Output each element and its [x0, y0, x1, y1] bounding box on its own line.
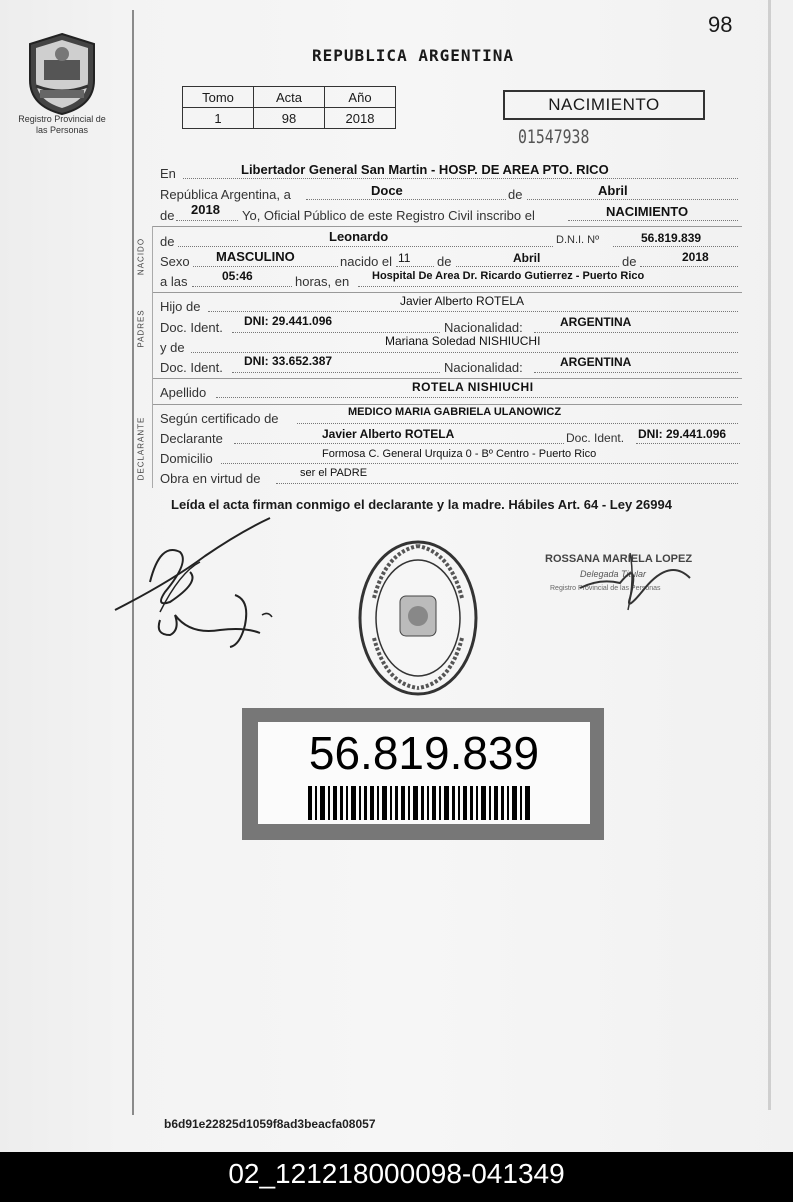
dotted-line [276, 483, 738, 484]
dotted-line [234, 443, 564, 444]
sticker-dni-number: 56.819.839 [308, 727, 540, 779]
value-padre-doc: DNI: 29.441.096 [244, 314, 333, 328]
dotted-line [568, 220, 738, 221]
value-madre: Mariana Soledad NISHIUCHI [385, 334, 541, 348]
value-lugar: Libertador General San Martin - HOSP. DE AREA PTO. RICO [241, 162, 609, 177]
label-segun-certificado: Según certificado de [160, 411, 279, 426]
official-name: ROSSANA MARIELA LOPEZ [545, 553, 693, 565]
value-tipo: NACIMIENTO [606, 204, 689, 219]
value-madre-doc: DNI: 33.652.387 [244, 354, 333, 368]
value-dia-letras: Doce [371, 183, 403, 198]
dotted-line [640, 266, 738, 267]
label-en: En [160, 166, 176, 181]
section-divider [152, 292, 742, 293]
dotted-line [456, 266, 619, 267]
value-anio: 2018 [191, 202, 220, 217]
tomo-acta-ano-table [182, 86, 396, 129]
dotted-line [534, 332, 738, 333]
official-title: Delegada Titular [580, 569, 646, 579]
dotted-line [636, 443, 740, 444]
label-hijo-de: Hijo de [160, 299, 201, 314]
value-madre-nac: ARGENTINA [560, 355, 632, 369]
footer-id: 02_121218000098-041349 [228, 1158, 565, 1189]
sheet-right-edge [768, 0, 771, 1110]
label-yo: Yo, Oficial Público de este Registro Civil inscribo el [242, 208, 535, 223]
value-padre-nac: ARGENTINA [560, 315, 632, 329]
label-de5: de [622, 254, 637, 269]
label-de3: de [160, 234, 175, 249]
dotted-line [193, 266, 338, 267]
dotted-line [297, 423, 738, 424]
header-tomo: Tomo [183, 87, 254, 108]
side-label-declarante: DECLARANTE [136, 416, 146, 481]
dotted-line [613, 246, 738, 247]
label-y-de: y de [160, 340, 185, 355]
label-doc-ident-1: Doc. Ident. [160, 320, 223, 335]
value-nac-anio: 2018 [682, 250, 709, 264]
label-de: de [508, 187, 523, 202]
value-lugar-nac: Hospital De Area Dr. Ricardo Gutierrez - Puerto Rico [372, 270, 645, 282]
value-dni: 56.819.839 [641, 231, 702, 245]
section-divider [152, 226, 742, 227]
value-domicilio: Formosa C. General Urquiza 0 - Bº Centro - Puerto Rico [322, 448, 597, 460]
value-acta: 98 [254, 108, 325, 129]
label-republica: República Argentina, a [160, 187, 291, 202]
value-certificado: MEDICO MARIA GABRIELA ULANOWICZ [348, 406, 562, 418]
issuer-label: Registro Provincial de las Personas [18, 114, 106, 135]
value-declarante: Javier Alberto ROTELA [322, 427, 455, 441]
value-tomo: 1 [183, 108, 254, 129]
label-domicilio: Domicilio [160, 451, 213, 466]
dotted-line [232, 372, 440, 373]
dotted-line [192, 286, 292, 287]
dotted-line [232, 332, 440, 333]
dotted-line [208, 311, 738, 312]
official-office: Registro Provincial de las Personas [550, 585, 661, 592]
value-sexo: MASCULINO [216, 249, 295, 264]
value-declarante-doc: DNI: 29.441.096 [638, 427, 727, 441]
page-number: 98 [708, 12, 733, 37]
header-acta: Acta [254, 87, 325, 108]
label-sexo: Sexo [160, 254, 190, 269]
dotted-line [183, 178, 738, 179]
dotted-line [176, 220, 238, 221]
label-doc-ident-2: Doc. Ident. [160, 360, 223, 375]
document-hash: b6d91e22825d1059f8ad3beacfa08057 [164, 1117, 376, 1131]
value-hora: 05:46 [222, 269, 253, 283]
label-apellido: Apellido [160, 385, 207, 400]
value-nac-dia: 11 [398, 251, 411, 265]
value-ano: 2018 [325, 108, 396, 129]
label-de4: de [437, 254, 452, 269]
provincial-crest-icon [22, 30, 102, 116]
value-padre: Javier Alberto ROTELA [400, 294, 525, 308]
dotted-line [221, 463, 738, 464]
label-declarante: Declarante [160, 431, 223, 446]
label-de2: de [160, 208, 175, 223]
section-divider [152, 378, 742, 379]
signature-official-icon [570, 548, 710, 618]
dotted-line [216, 397, 738, 398]
value-obra: ser el PADRE [300, 467, 368, 479]
label-horas-en: horas, en [295, 274, 350, 289]
dotted-line [534, 372, 738, 373]
label-doc-ident-3: Doc. Ident. [566, 431, 625, 445]
side-label-nacido: NACIDO [136, 237, 146, 276]
header-ano: Año [325, 87, 396, 108]
label-nacido-el: nacido el [340, 254, 393, 269]
section-side-rule [152, 226, 153, 488]
label-dni: D.N.I. Nº [556, 234, 600, 246]
barcode-icon [308, 786, 530, 820]
serial-number: 01547938 [518, 126, 590, 148]
legend-text: Leída el acta firman conmigo el declarante y la madre. Hábiles Art. 64 - Ley 26994 [171, 497, 672, 512]
side-label-padres: PADRES [136, 309, 146, 348]
act-type-box: NACIMIENTO [503, 90, 705, 120]
label-obra: Obra en virtud de [160, 471, 261, 486]
signature-madre-icon [150, 585, 280, 655]
dotted-line [527, 199, 738, 200]
official-stamp-icon [356, 538, 480, 698]
dotted-line [306, 199, 506, 200]
dotted-line [358, 286, 738, 287]
label-a-las: a las [160, 274, 188, 289]
label-nacionalidad-1: Nacionalidad: [444, 320, 523, 335]
value-mes: Abril [598, 183, 628, 198]
value-nac-mes: Abril [513, 251, 541, 265]
value-nombre: Leonardo [329, 229, 389, 244]
dotted-line [396, 266, 434, 267]
dotted-line [191, 352, 738, 353]
section-divider [152, 404, 742, 405]
dotted-line [178, 246, 553, 247]
label-nacionalidad-2: Nacionalidad: [444, 360, 523, 375]
document-title: REPUBLICA ARGENTINA [312, 46, 515, 65]
value-apellido: ROTELA NISHIUCHI [412, 380, 534, 394]
